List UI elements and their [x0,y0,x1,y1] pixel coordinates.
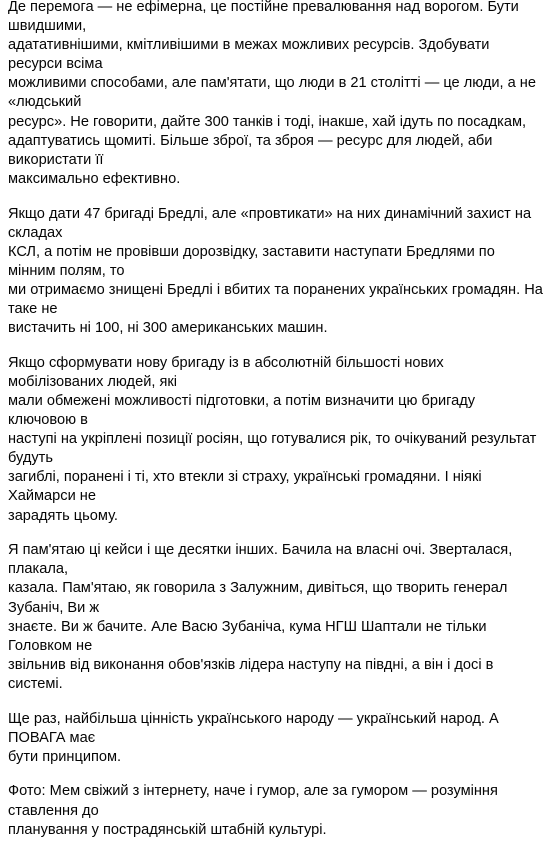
post-body [8,0,543,855]
post-paragraph-4: Я пам'ятаю ці кейси і ще десятки інших. Бачила на власні очі. Зверталася, плакала, казала. Пам'ятаю, як говорила з Залужним, дивіться, що творить генерал Зубаніч, Ви ж знаєте. Ви ж бачите. Але Васю Зубаніча, кума НГШ Шаптали не тільки Головком не звільнив від виконання обов'язків лідера наступу на півдні, а він і досі в системі. [8,542,513,692]
post-paragraph-6: Фото: Мем свіжий з інтернету, наче і гумор, але за гумором — розуміння ставлення до планування у пострадянській штабній культурі. [8,783,498,838]
post-paragraph-3: Якщо сформувати нову бригаду із в абсолютній більшості нових мобілізованих людей, які мали обмежені можливості підготовки, а потім визначити цю бригаду ключовою в наступі на укріплені позиції росіян, що готувалися рік, то очікуваний результат будуть загиблі, поранені і ті, хто втекли зі страху, українські громадяни. І ніякі Хаймарси не зарадять цьому. [8,354,537,524]
post-paragraph-1: Де перемога — не ефімерна, це постійне превалювання над ворогом. Бути швидшими, адатативнішими, кмітливішими в межах можливих ресурсів. Здобувати ресурси всіма можливими способами, але пам'ятати, що люди в 21 столітті — це люди, а не «людський ресурс». Не говорити, дайте 300 танків і тоді, інакше, хай ідуть по посадкам, адаптуватись щомиті. Більше зброї, та зброя — ресурс для людей, аби використати її максимально ефективно. [8,0,536,187]
post-paragraph-2: Якщо дати 47 бригаді Бредлі, але «провтикати» на них динамічний захист на складах КСЛ, а потім не провівши дорозвідку, заставити наступати Бредлями по мінним полям, то ми отримаємо знищені Бредлі і вбитих та поранених українських громадян. На таке не вистачить ні 100, ні 300 американських машин. [8,205,543,337]
post-paragraph-5: Ще раз, найбільша цінність українського народу — український народ. А ПОВАГА має бути принципом. [8,710,499,765]
